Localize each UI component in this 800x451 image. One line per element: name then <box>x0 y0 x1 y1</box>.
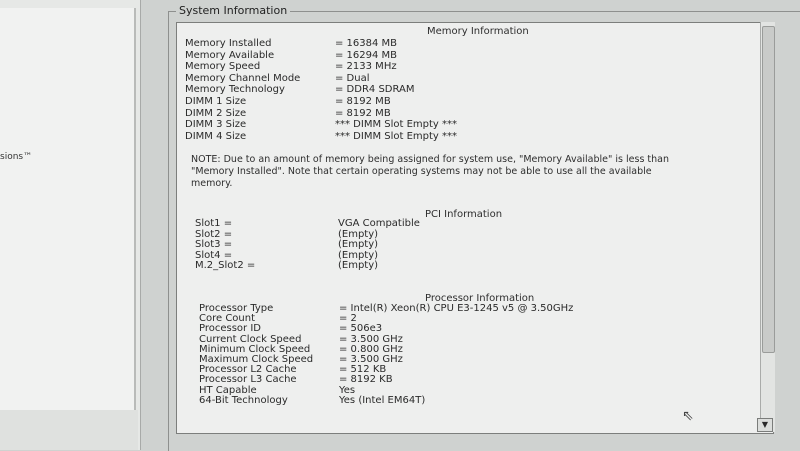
scrollbar-thumb[interactable] <box>762 26 775 353</box>
memory-label: Memory Speed <box>185 61 261 73</box>
pci-value: (Empty) <box>338 249 379 261</box>
memory-label: DIMM 3 Size <box>185 119 247 131</box>
memory-value: *** DIMM Slot Empty *** <box>335 119 458 131</box>
memory-value: = 16294 MB <box>335 49 398 61</box>
memory-value: *** DIMM Slot Empty *** <box>335 130 458 142</box>
processor-section-title: Processor Information <box>425 293 535 304</box>
pci-value: VGA Compatible <box>338 218 420 229</box>
memory-section-title: Memory Information <box>427 26 529 37</box>
processor-value: Yes <box>339 384 356 396</box>
memory-value: = 8192 MB <box>335 107 391 119</box>
processor-label: Core Count <box>199 313 256 325</box>
processor-value: = 2 <box>339 313 357 325</box>
processor-label: Processor L2 Cache <box>199 364 297 376</box>
left-navigation-list[interactable] <box>0 8 136 450</box>
memory-label: Memory Technology <box>185 84 285 96</box>
processor-label: 64-Bit Technology <box>199 394 288 406</box>
vertical-scrollbar[interactable] <box>760 22 775 432</box>
pci-value: (Empty) <box>338 260 379 272</box>
mouse-cursor-icon: ⇖ <box>682 408 694 424</box>
memory-label: Memory Channel Mode <box>185 72 301 84</box>
pci-label: Slot1 = <box>195 218 233 229</box>
processor-value: = 506e3 <box>339 323 383 335</box>
pci-value: (Empty) <box>338 239 379 251</box>
processor-value: Yes (Intel EM64T) <box>339 394 426 406</box>
processor-label: Processor ID <box>199 323 261 335</box>
left-navigation-pane <box>0 0 141 450</box>
processor-value: = 3.500 GHz <box>339 333 403 345</box>
pci-label: Slot4 = <box>195 249 233 261</box>
memory-label: DIMM 1 Size <box>185 96 247 107</box>
processor-label: Maximum Clock Speed <box>199 354 314 365</box>
pci-value: (Empty) <box>338 228 379 240</box>
pci-label: Slot2 = <box>195 228 233 240</box>
memory-value: = 16384 MB <box>335 38 398 49</box>
system-information-panel <box>176 22 774 434</box>
left-pane-text-fragment[interactable]: sions™ <box>0 152 33 162</box>
memory-label: Memory Installed <box>185 38 272 49</box>
memory-label: DIMM 2 Size <box>185 107 247 119</box>
memory-value: = 8192 MB <box>335 96 391 107</box>
processor-label: Processor L3 Cache <box>199 374 297 386</box>
pci-section-title: PCI Information <box>425 209 503 220</box>
memory-label: Memory Available <box>185 49 275 61</box>
memory-value: = DDR4 SDRAM <box>335 84 415 96</box>
scroll-down-icon[interactable]: ▼ <box>757 418 773 432</box>
processor-label: Current Clock Speed <box>199 333 302 345</box>
processor-value: = Intel(R) Xeon(R) CPU E3-1245 v5 @ 3.50GHz <box>339 303 574 314</box>
pci-label: M.2_Slot2 = <box>195 260 256 272</box>
processor-label: Minimum Clock Speed <box>199 343 311 355</box>
memory-label: DIMM 4 Size <box>185 130 247 142</box>
left-pane-footer <box>0 410 138 450</box>
processor-label: Processor Type <box>199 303 274 314</box>
processor-value: = 3.500 GHz <box>339 354 403 365</box>
processor-value: = 0.800 GHz <box>339 343 403 355</box>
processor-value: = 8192 KB <box>339 374 393 386</box>
processor-label: HT Capable <box>199 384 257 396</box>
pci-label: Slot3 = <box>195 239 233 251</box>
memory-note: NOTE: Due to an amount of memory being assigned for system use, "Memory Available" is less than "Memory Installed". Note that certain operating systems may not be able to use all the available memory. <box>191 154 670 189</box>
memory-value: = Dual <box>335 72 370 84</box>
group-title: System Information <box>176 4 290 17</box>
processor-value: = 512 KB <box>339 364 387 376</box>
memory-value: = 2133 MHz <box>335 61 397 73</box>
